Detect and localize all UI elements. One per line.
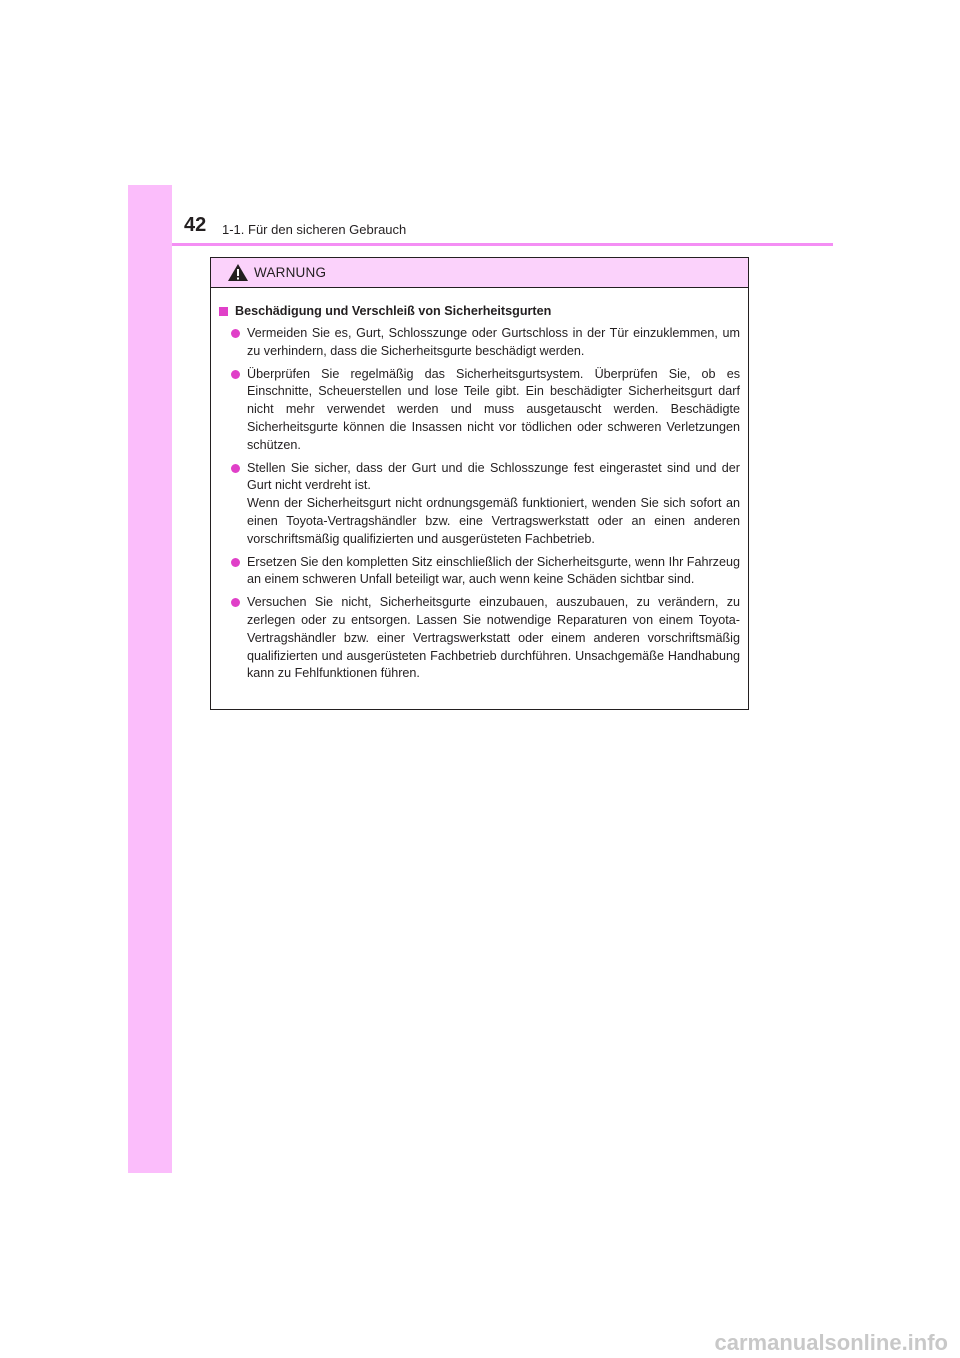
warning-body <box>211 288 748 683</box>
warning-items <box>217 325 740 683</box>
list-item-text <box>247 460 740 549</box>
page-number: 42 <box>184 214 207 236</box>
list-item <box>217 366 740 455</box>
list-item-paragraph: Stellen Sie sicher, dass der Gurt und die Schlosszunge fest eingerastet sind und der Gurt nicht verdreht ist. <box>247 460 740 493</box>
header-rule <box>172 243 833 246</box>
chapter-side-bar <box>128 185 172 1173</box>
circle-bullet-icon <box>231 370 240 379</box>
circle-bullet-icon <box>231 464 240 473</box>
list-item <box>217 460 740 549</box>
list-item-text <box>247 366 740 455</box>
warning-box <box>210 257 749 710</box>
warning-heading <box>217 303 740 320</box>
list-item-paragraph: Ersetzen Sie den kompletten Sitz einschließlich der Sicherheitsgurte, wenn Ihr Fahrzeug an einem schweren Unfall beteiligt war, auch wenn keine Schäden sichtbar sind. <box>247 554 740 587</box>
list-item-paragraph: Wenn der Sicherheitsgurt nicht ordnungsgemäß funktioniert, wenden Sie sich sofort an einen Toyota-Vertragshändler bzw. eine Vertragswerkstatt oder an einen anderen vorschriftsmäßig qualifizierten und ausgerüsteten Fachbetrieb. <box>247 496 740 546</box>
warning-heading-text: Beschädigung und Verschleiß von Sicherheitsgurten <box>235 304 552 318</box>
list-item-paragraph: Vermeiden Sie es, Gurt, Schlosszunge oder Gurtschloss in der Tür einzuklemmen, um zu verhindern, dass die Sicherheitsgurte beschädigt werden. <box>247 326 740 358</box>
list-item-paragraph: Versuchen Sie nicht, Sicherheitsgurte einzubauen, auszubauen, zu verändern, zu zerlegen oder zu entsorgen. Lassen Sie notwendige Reparaturen von einem Toyota-Vertragshändler bzw. einer Vertragswerkstatt oder einem anderen vorschriftsmäßig qualifizierten und ausgerüsteten Fachbetrieb durchführen. Unsachgemäße Handhabung kann zu Fehlfunktionen führen. <box>247 595 740 681</box>
circle-bullet-icon <box>231 558 240 567</box>
warning-header <box>211 258 748 288</box>
square-bullet-icon <box>219 307 228 316</box>
watermark-logo: carmanualsonline.info <box>714 1330 948 1355</box>
list-item-text <box>247 554 740 590</box>
section-title: 1-1. Für den sicheren Gebrauch <box>222 222 407 237</box>
warning-title: WARNUNG <box>254 265 327 280</box>
list-item <box>217 325 740 361</box>
circle-bullet-icon <box>231 329 240 338</box>
list-item-text <box>247 325 740 361</box>
list-item <box>217 594 740 683</box>
list-item-paragraph: Überprüfen Sie regelmäßig das Sicherheitsgurtsystem. Überprüfen Sie, ob es Einschnitte, Scheuerstellen und lose Teile gibt. Ein beschädigter Sicherheitsgurt darf nicht mehr verwendet werden und muss ausgetauscht werden. Beschädigte Sicherheitsgurte können die Insassen nicht vor tödlichen oder schweren Verletzungen schützen. <box>247 366 740 452</box>
circle-bullet-icon <box>231 598 240 607</box>
list-item-text <box>247 594 740 683</box>
warning-triangle-icon <box>227 263 249 282</box>
list-item <box>217 554 740 590</box>
